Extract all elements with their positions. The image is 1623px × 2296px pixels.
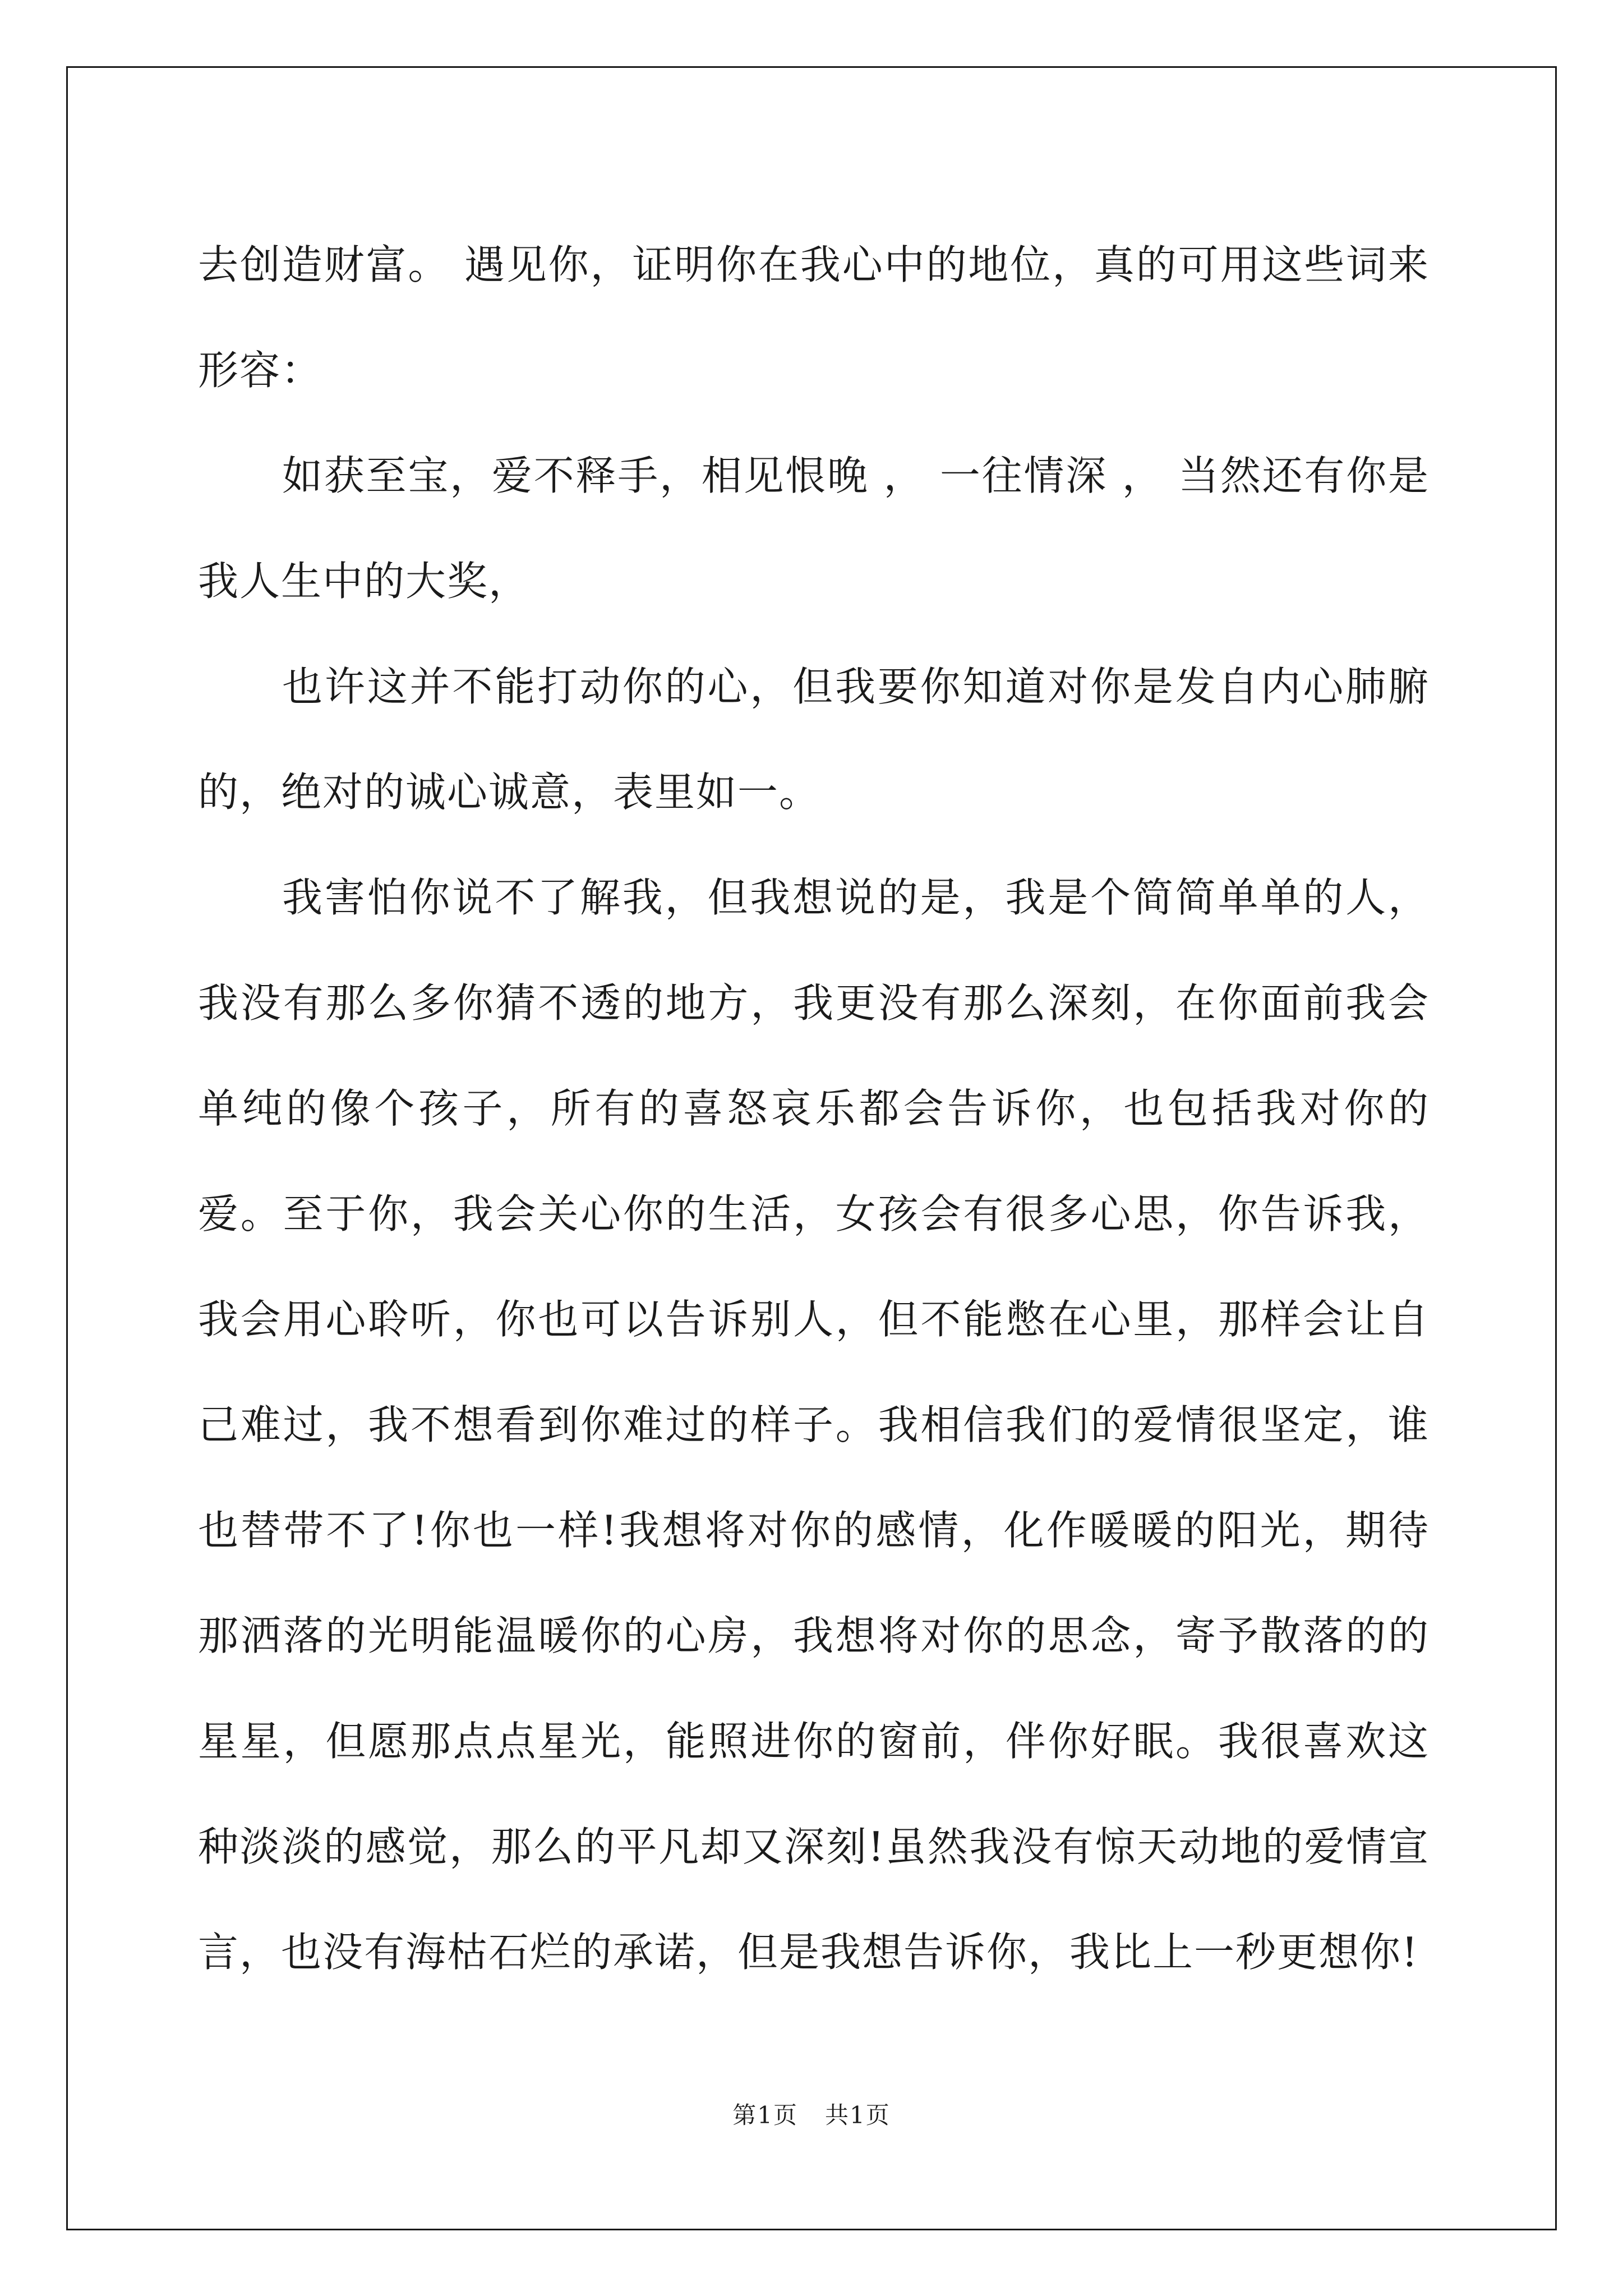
paragraph-3: 也许这并不能打动你的心，但我要你知道对你是发自内心肺腑的，绝对的诚心诚意，表里如一。 (198, 663, 1430, 816)
paragraph-2: 如获至宝，爱不释手，相见恨晚 ， 一往情深 ， 当然还有你是我人生中的大奖， (198, 452, 1430, 605)
page-footer (0, 2097, 1623, 2131)
document-body (198, 212, 1430, 2005)
page-number: 第1页 (732, 2101, 798, 2129)
page-total: 共1页 (825, 2101, 891, 2129)
paragraph-4: 我害怕你说不了解我，但我想说的是，我是个简简单单的人，我没有那么多你猜不透的地方，我更没有那么深刻，在你面前我会单纯的像个孩子，所有的喜怒哀乐都会告诉你，也包括我对你的爱。至于你，我会关心你的生活，女孩会有很多心思，你告诉我，我会用心聆听，你也可以告诉别人，但不能憋在心里，那样会让自己难过，我不想看到你难过的样子。我相信我们的爱情很坚定，谁也替带不了!你也一样!我想将对你的感情，化作暖暖的阳光，期待那洒落的光明能温暖你的心房，我想将对你的思念，寄予散落的的星星，但愿那点点星光，能照进你的窗前，伴你好眠。我很喜欢这种淡淡的感觉，那么的平凡却又深刻!虽然我没有惊天动地的爱情宣言，也没有海枯石烂的承诺，但是我想告诉你，我比上一秒更想你! (198, 874, 1430, 1976)
paragraph-1: 去创造财富。 遇见你，证明你在我心中的地位，真的可用这些词来形容： (198, 241, 1430, 394)
